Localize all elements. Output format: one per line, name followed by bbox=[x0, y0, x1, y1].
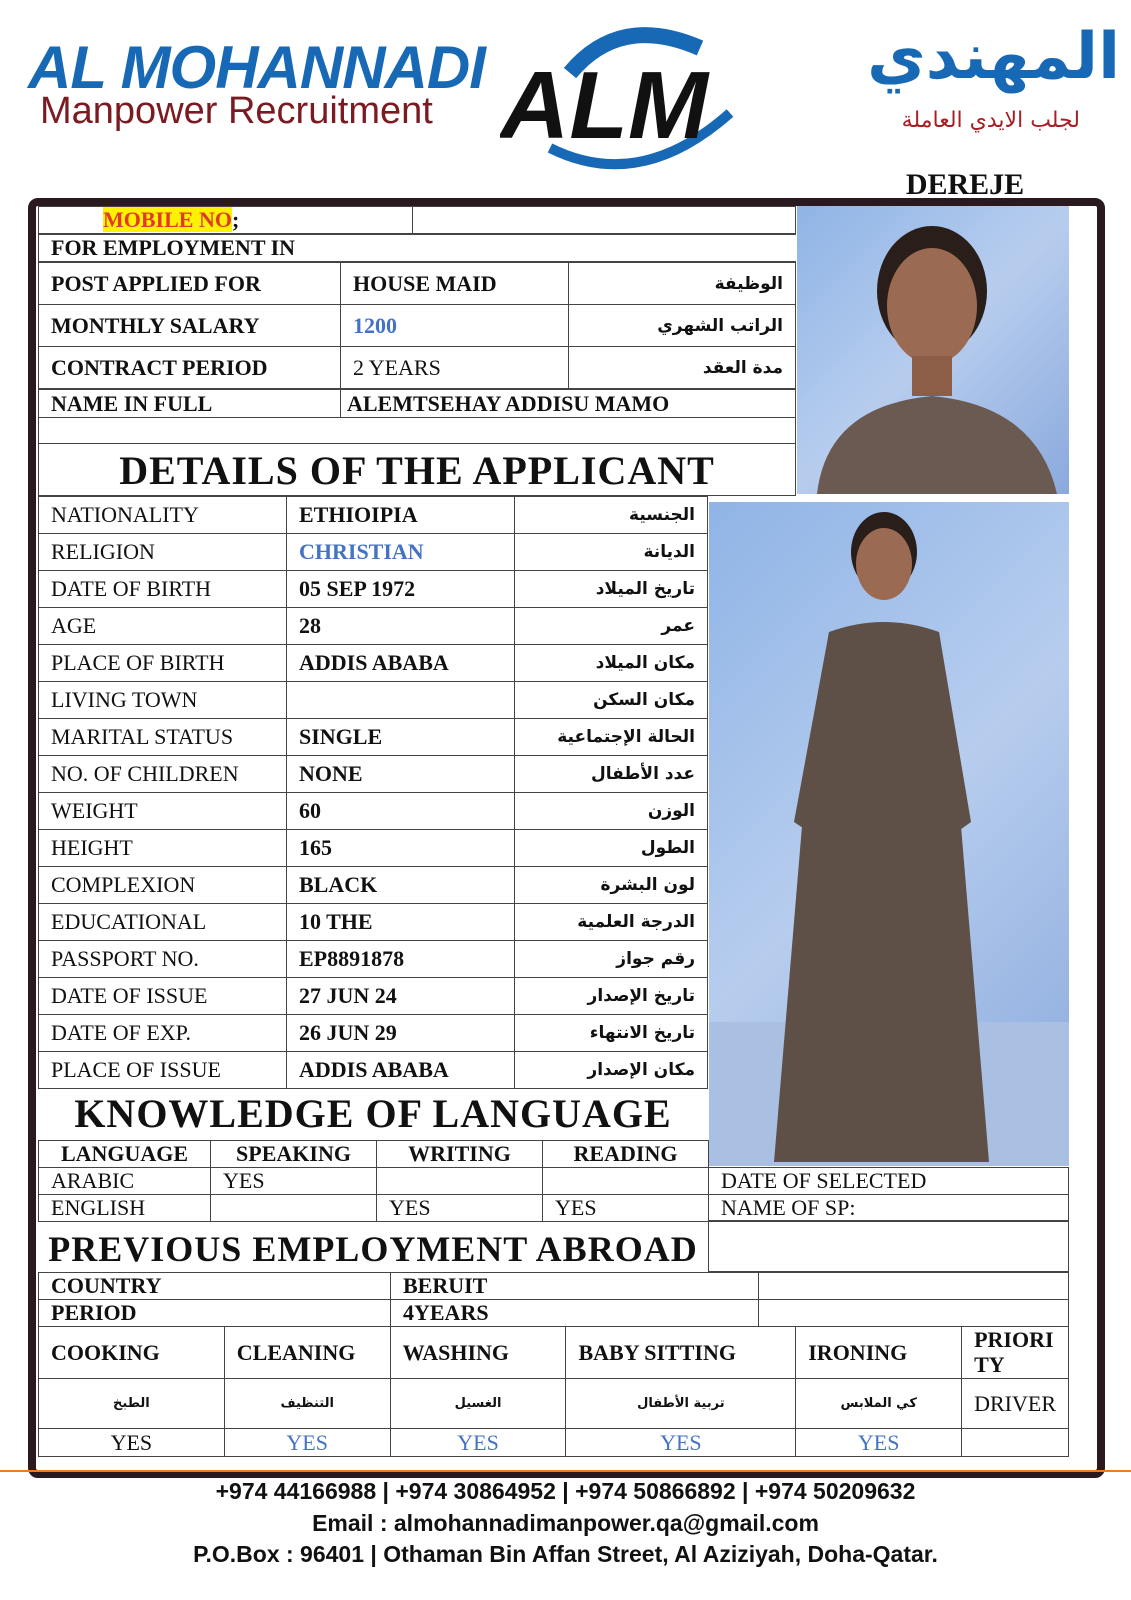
detail-value: 27 JUN 24 bbox=[287, 978, 515, 1015]
detail-label: AGE bbox=[39, 608, 287, 645]
footer-address: P.O.Box : 96401 | Othaman Bin Affan Street, Al Aziziyah, Doha-Qatar. bbox=[193, 1541, 938, 1567]
detail-value: 05 SEP 1972 bbox=[287, 571, 515, 608]
mobile-value bbox=[413, 207, 796, 234]
detail-label: PLACE OF ISSUE bbox=[39, 1052, 287, 1089]
previous-heading-box bbox=[38, 1220, 708, 1272]
name-sp-label: NAME OF SP: bbox=[709, 1195, 1069, 1222]
lang-col-writing: WRITING bbox=[377, 1141, 543, 1168]
detail-label: MARITAL STATUS bbox=[39, 719, 287, 756]
details-heading: DETAILS OF THE APPLICANT bbox=[119, 448, 715, 493]
skill-ar: التنظيف bbox=[224, 1379, 390, 1429]
period-label: PERIOD bbox=[39, 1300, 391, 1327]
detail-label: EDUCATIONAL bbox=[39, 904, 287, 941]
contract-value: 2 YEARS bbox=[341, 347, 569, 389]
detail-value bbox=[287, 682, 515, 719]
previous-side-box bbox=[708, 1220, 1069, 1272]
priority-blank bbox=[962, 1429, 1069, 1457]
post-label: POST APPLIED FOR bbox=[39, 263, 341, 305]
lang-col-reading: READING bbox=[543, 1141, 709, 1168]
detail-label: DATE OF EXP. bbox=[39, 1015, 287, 1052]
brand-name-ar: المهندي bbox=[867, 20, 1120, 94]
detail-value: CHRISTIAN bbox=[287, 534, 515, 571]
skill-value: YES bbox=[566, 1429, 796, 1457]
fullname-label: NAME IN FULL bbox=[39, 390, 341, 418]
detail-label-ar: عدد الأطفال bbox=[515, 756, 708, 793]
logo-text: ALM bbox=[500, 52, 708, 159]
skill-ar: الغسيل bbox=[390, 1379, 566, 1429]
skills-section bbox=[38, 1326, 1069, 1457]
detail-label: PLACE OF BIRTH bbox=[39, 645, 287, 682]
date-selected-label: DATE OF SELECTED bbox=[709, 1168, 1069, 1195]
country-extra bbox=[759, 1273, 1069, 1300]
period-extra bbox=[759, 1300, 1069, 1327]
lang-spacer bbox=[709, 1141, 1069, 1168]
footer-phones: +974 44166988 | +974 30864952 | +974 50866892 | +974 50209632 bbox=[215, 1478, 916, 1504]
lang-row-writing: YES bbox=[377, 1195, 543, 1222]
lang-row-speaking bbox=[211, 1195, 377, 1222]
detail-value: 165 bbox=[287, 830, 515, 867]
detail-label-ar: الديانة bbox=[515, 534, 708, 571]
detail-label-ar: الجنسية bbox=[515, 497, 708, 534]
skill-ar: الطبخ bbox=[39, 1379, 225, 1429]
brand-subtitle-ar: لجلب الايدي العاملة bbox=[901, 108, 1080, 133]
mobile-separator: ; bbox=[231, 207, 240, 232]
skill-value: YES bbox=[224, 1429, 390, 1457]
detail-value: EP8891878 bbox=[287, 941, 515, 978]
detail-label: COMPLEXION bbox=[39, 867, 287, 904]
skill-value: YES bbox=[39, 1429, 225, 1457]
lang-row-writing bbox=[377, 1168, 543, 1195]
detail-label-ar: تاريخ الإصدار bbox=[515, 978, 708, 1015]
skill-ar: تربية الأطفال bbox=[566, 1379, 796, 1429]
detail-label-ar: الحالة الإجتماعية bbox=[515, 719, 708, 756]
full-body-photo bbox=[709, 502, 1069, 1166]
detail-value: ETHIOIPIA bbox=[287, 497, 515, 534]
detail-value: 10 THE bbox=[287, 904, 515, 941]
skill-col-cleaning: CLEANING bbox=[224, 1327, 390, 1379]
detail-label: NO. OF CHILDREN bbox=[39, 756, 287, 793]
lang-row-language: ENGLISH bbox=[39, 1195, 211, 1222]
detail-label-ar: تاريخ الميلاد bbox=[515, 571, 708, 608]
detail-value: ADDIS ABABA bbox=[287, 1052, 515, 1089]
brand-subtitle-en: Manpower Recruitment bbox=[40, 90, 433, 132]
salary-label: MONTHLY SALARY bbox=[39, 305, 341, 347]
detail-value: 28 bbox=[287, 608, 515, 645]
skill-ar: كي الملابس bbox=[796, 1379, 962, 1429]
detail-label-ar: مكان الميلاد bbox=[515, 645, 708, 682]
skill-col-ironing: IRONING bbox=[796, 1327, 962, 1379]
brand-name-en: AL MOHANNADI bbox=[28, 34, 485, 101]
detail-label: LIVING TOWN bbox=[39, 682, 287, 719]
detail-label-ar: تاريخ الانتهاء bbox=[515, 1015, 708, 1052]
detail-value: ADDIS ABABA bbox=[287, 645, 515, 682]
detail-value: 26 JUN 29 bbox=[287, 1015, 515, 1052]
detail-label-ar: مكان السكن bbox=[515, 682, 708, 719]
skill-value: YES bbox=[390, 1429, 566, 1457]
country-label: COUNTRY bbox=[39, 1273, 391, 1300]
lang-row-reading bbox=[543, 1168, 709, 1195]
language-heading: KNOWLEDGE OF LANGUAGE bbox=[74, 1091, 672, 1136]
detail-label: WEIGHT bbox=[39, 793, 287, 830]
salary-value: 1200 bbox=[341, 305, 569, 347]
salary-label-ar: الراتب الشهري bbox=[569, 305, 796, 347]
detail-label-ar: عمر bbox=[515, 608, 708, 645]
detail-value: 60 bbox=[287, 793, 515, 830]
detail-label: PASSPORT NO. bbox=[39, 941, 287, 978]
detail-label-ar: الطول bbox=[515, 830, 708, 867]
skill-col-priority: PRIORI TY bbox=[962, 1327, 1069, 1379]
footer-email: Email : almohannadimanpower.qa@gmail.com bbox=[312, 1510, 819, 1536]
fullname-value: ALEMTSEHAY ADDISU MAMO bbox=[341, 390, 796, 418]
employment-in-label: FOR EMPLOYMENT IN bbox=[39, 235, 797, 262]
details-heading-box bbox=[38, 440, 796, 496]
top-section bbox=[38, 206, 796, 444]
detail-label-ar: مكان الإصدار bbox=[515, 1052, 708, 1089]
details-section bbox=[38, 496, 708, 1089]
mobile-label: MOBILE NO bbox=[103, 207, 232, 232]
detail-value: NONE bbox=[287, 756, 515, 793]
detail-label-ar: لون البشرة bbox=[515, 867, 708, 904]
detail-label-ar: الدرجة العلمية bbox=[515, 904, 708, 941]
country-value: BERUIT bbox=[391, 1273, 759, 1300]
detail-value: BLACK bbox=[287, 867, 515, 904]
priority-value: DRIVER bbox=[962, 1379, 1069, 1429]
lang-row-speaking: YES bbox=[211, 1168, 377, 1195]
lang-col-speaking: SPEAKING bbox=[211, 1141, 377, 1168]
detail-value: SINGLE bbox=[287, 719, 515, 756]
post-value: HOUSE MAID bbox=[341, 263, 569, 305]
agent-name: DEREJE bbox=[905, 168, 1025, 201]
footer-divider bbox=[0, 1470, 1131, 1472]
detail-label: HEIGHT bbox=[39, 830, 287, 867]
language-section bbox=[38, 1140, 1069, 1222]
detail-label-ar: الوزن bbox=[515, 793, 708, 830]
language-heading-box bbox=[38, 1082, 708, 1140]
previous-section bbox=[38, 1272, 1069, 1327]
mobile-cell bbox=[39, 207, 413, 234]
lang-row-reading: YES bbox=[543, 1195, 709, 1222]
lang-col-language: LANGUAGE bbox=[39, 1141, 211, 1168]
portrait-photo bbox=[797, 206, 1069, 494]
post-label-ar: الوظيفة bbox=[569, 263, 796, 305]
skill-col-washing: WASHING bbox=[390, 1327, 566, 1379]
lang-row-language: ARABIC bbox=[39, 1168, 211, 1195]
alm-logo bbox=[500, 18, 740, 178]
detail-label-ar: رقم جواز bbox=[515, 941, 708, 978]
skill-col-baby-sitting: BABY SITTING bbox=[566, 1327, 796, 1379]
previous-heading: PREVIOUS EMPLOYMENT ABROAD bbox=[48, 1229, 698, 1269]
contract-label: CONTRACT PERIOD bbox=[39, 347, 341, 389]
contract-label-ar: مدة العقد bbox=[569, 347, 796, 389]
detail-label: DATE OF BIRTH bbox=[39, 571, 287, 608]
period-value: 4YEARS bbox=[391, 1300, 759, 1327]
detail-label: RELIGION bbox=[39, 534, 287, 571]
skill-value: YES bbox=[796, 1429, 962, 1457]
skill-col-cooking: COOKING bbox=[39, 1327, 225, 1379]
detail-label: NATIONALITY bbox=[39, 497, 287, 534]
detail-label: DATE OF ISSUE bbox=[39, 978, 287, 1015]
